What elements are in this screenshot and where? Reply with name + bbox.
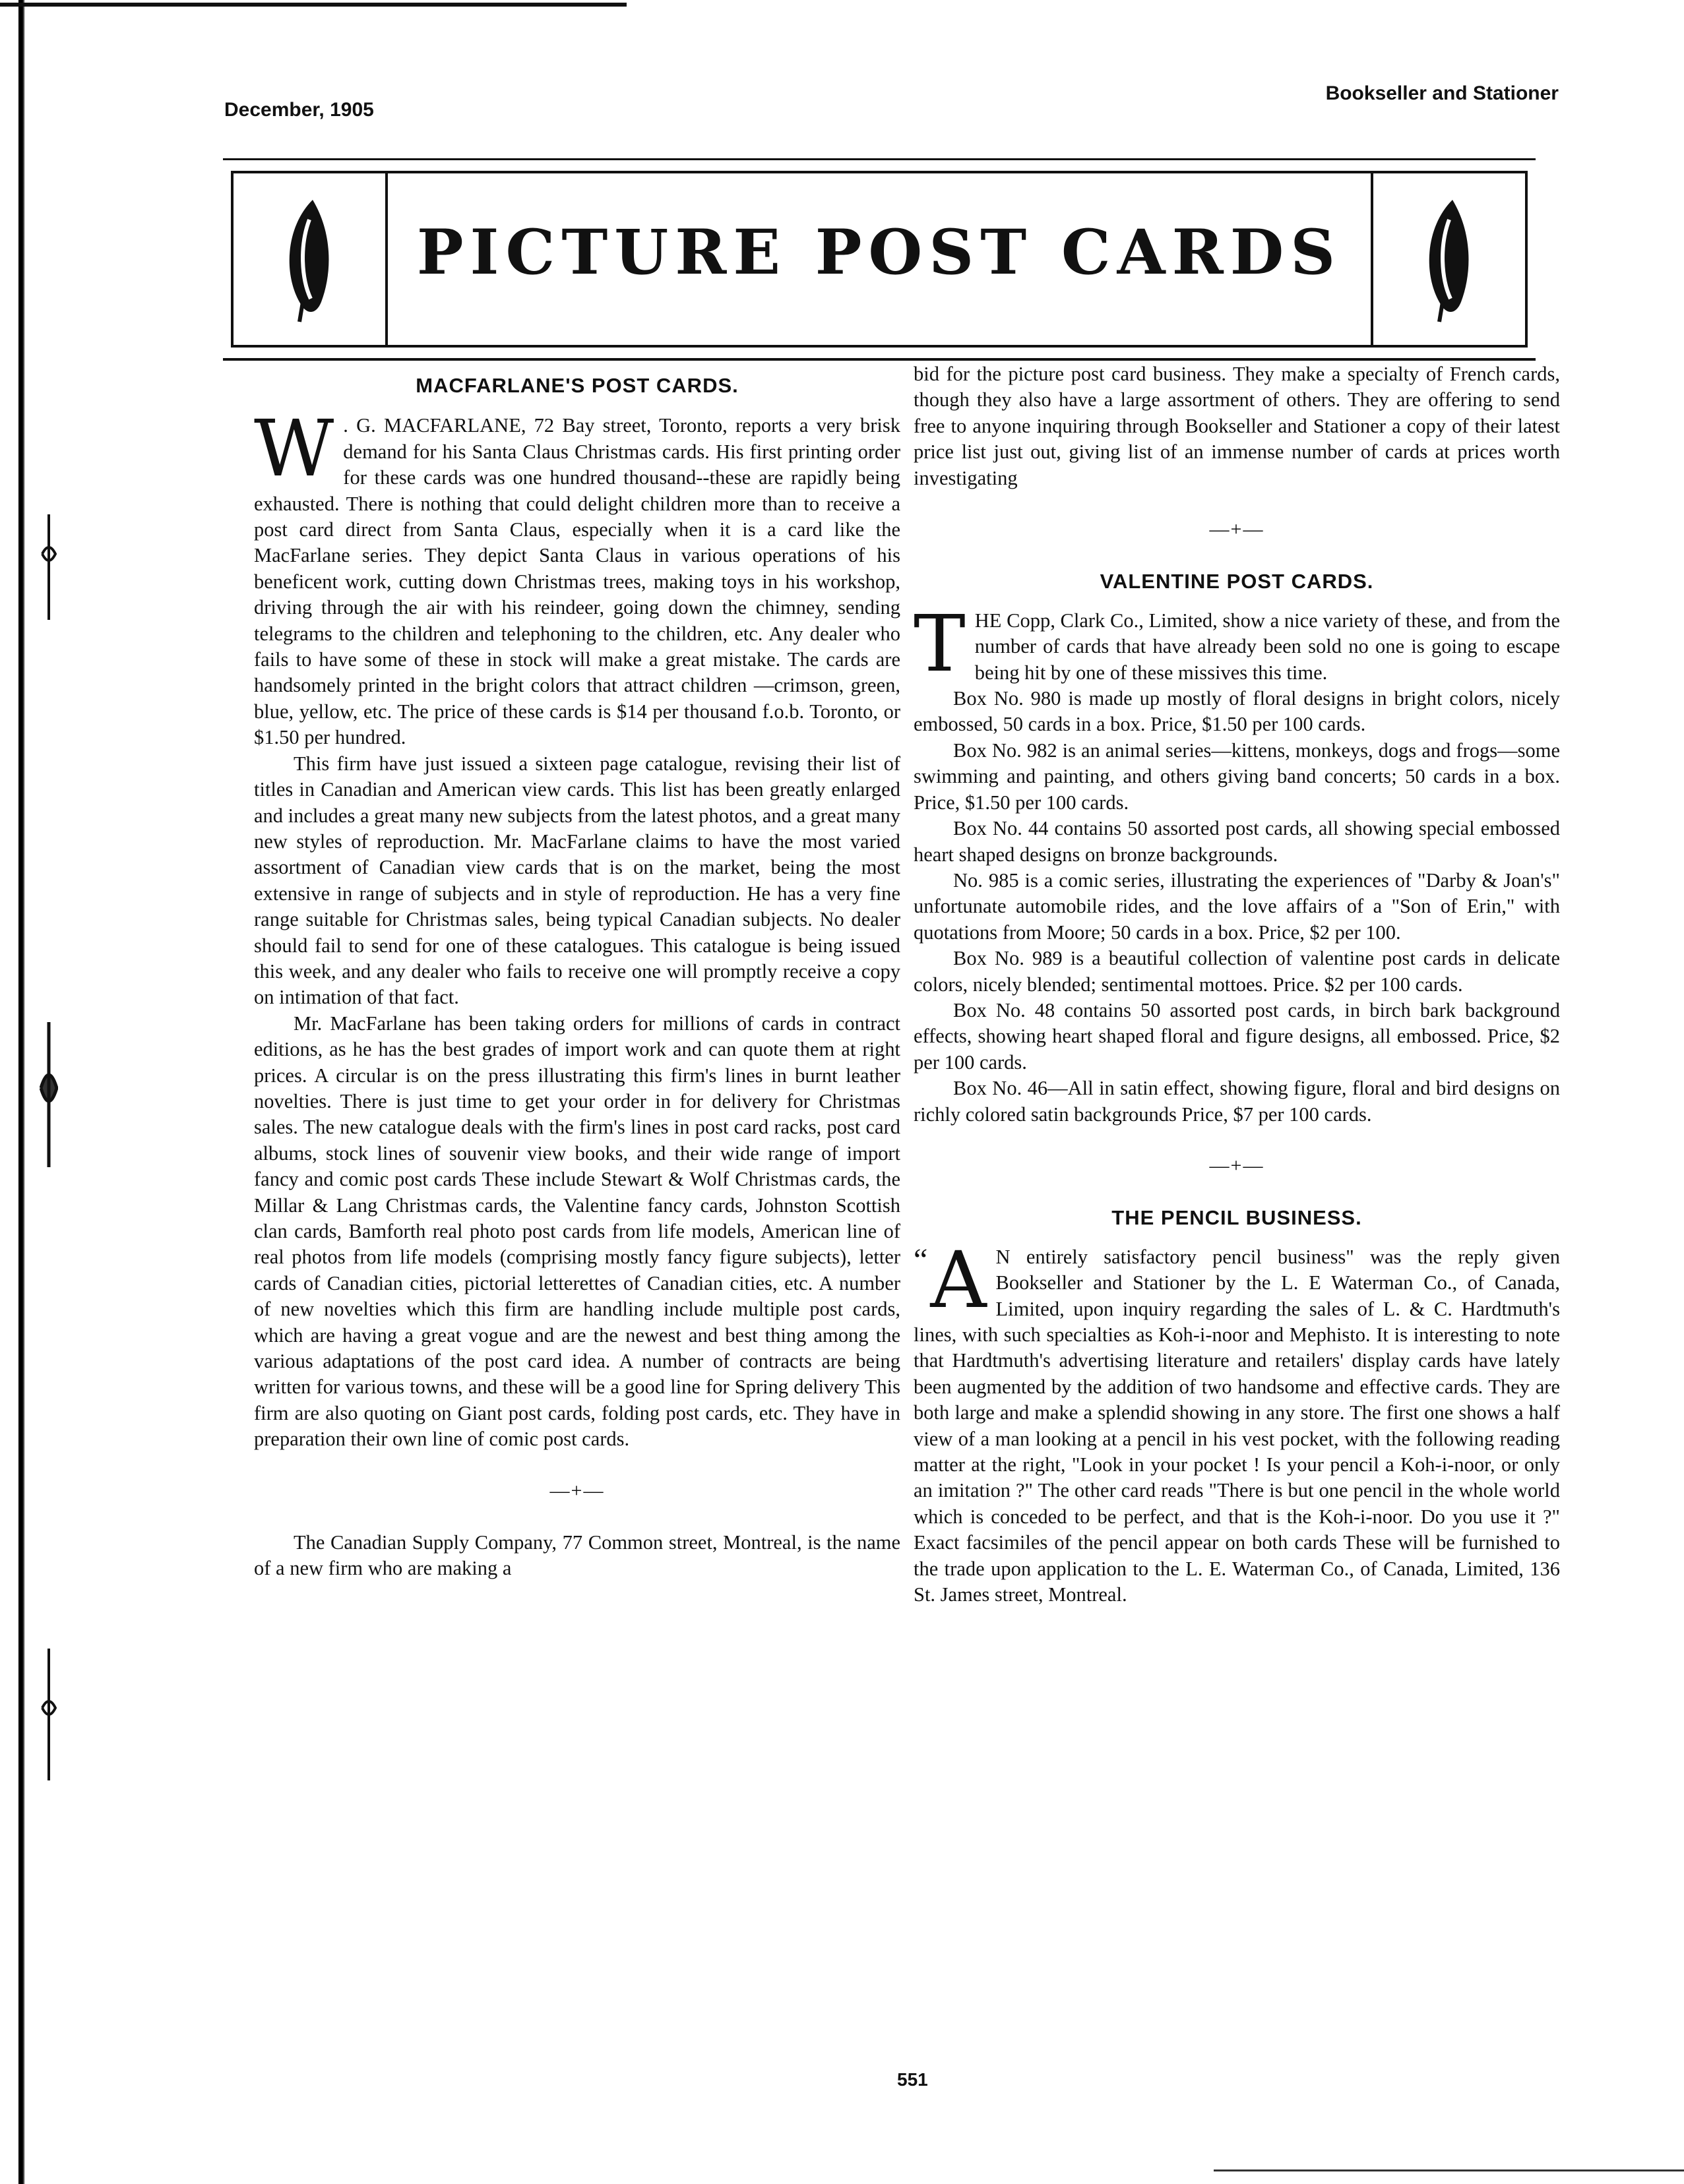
article-paragraph — [914, 1234, 1560, 1608]
article-paragraph: The Canadian Supply Company, 77 Common street, Montreal, is the name of a new firm who are making a — [254, 1531, 900, 1580]
paragraph-text: HE Copp, Clark Co., Limited, show a nice variety of these, and from the number of cards that have already been sold no one is going to escape being hit by one of these missives this time. — [974, 609, 1560, 684]
binding-clip-mark — [40, 514, 58, 620]
paragraph-text: N entirely satisfactory pencil business" was the reply given Bookseller and Stationer by the L. E Waterman Co., of Canada, Limited, upon inquiry regarding the sales of L. & C. Hardtmuth's lines, with such specialties as Koh-i-noor and Mephisto. It is interesting to note that Hardtmuth's advertising literature and retailers' display cards have lately been augmented by the addition of two handsome and effective cards. They are both large and make a splendid showing in any store. The first one shows a half view of a man looking at a pencil in his vest pocket, with the following reading matter at the right, "Look in your pocket ! Is your pencil a Koh-i-noor, or only an imitation ?" The other card reads "There is but one pencil in the whole world which is conceded to be perfect, and that is the Koh-i-noor. Do you use it ?" Exact facsimiles of the pencil appear on both cards These will be furnished to the trade upon application to the L. E. Waterman Co., of Canada, Limited, 136 St. James street, Montreal. — [914, 1245, 1560, 1606]
title-banner — [223, 158, 1536, 361]
article-paragraph: Box No. 46—All in satin effect, showing figure, floral and bird designs on richly colored satin backgrounds Price, $7 per 100 cards. — [914, 1077, 1560, 1126]
top-rule — [0, 3, 627, 7]
section-divider: —+— — [549, 1479, 605, 1502]
article-paragraph: Box No. 982 is an animal series—kittens, monkeys, dogs and frogs—some swimming and painting, and others giving band concerts; 50 cards in a box. Price, $1.50 per 100 cards. — [914, 739, 1560, 814]
drop-cap: T — [914, 597, 966, 689]
banner-ornament-left — [234, 173, 388, 345]
article-paragraph: Mr. MacFarlane has been taking orders for millions of cards in contract editions, as he has the best grades of import work and can quote them at right prices. A circular is on the press illustrating this firm's lines in burnt leather novelties. There is just time to get your order in for delivery for Christmas sales. The new catalogue deals with the firm's lines in post card racks, post card albums, stock lines of souvenir view books, and their wide range of import fancy and comic post cards These include Stewart & Wolf Christmas cards, the Millar & Lang Christmas cards, the Valentine fancy cards, Johnston Scottish clan cards, Bamforth real photo post cards from life models, American line of real photos from life models (comprising mostly fancy figure subjects), letter cards of Canadian cities, pictorial letterettes of Canadian cities, etc. A number of new novelties which this firm are handling include multiple post cards, which are having a great vogue and are the newest and best thing among the various adaptations of the post card idea. A number of contracts are being written for various towns, and these will be a good line for Spring delivery This firm are also quoting on Giant post cards, folding post cards, etc. They have in preparation their own line of comic post cards. — [254, 1012, 900, 1451]
article-paragraph: This firm have just issued a sixteen page catalogue, revising their list of titles in Canadian and American view cards. This list has been greatly enlarged and includes a great many new subjects from the latest photos, and a great many new styles of reproduction. Mr. MacFarlane claims to have the most varied assortment of Canadian view cards that is on the market, being the most extensive in range of subjects and in style of reproduction. He has a very fine range suitable for Christmas sales, being typical Canadian subjects. No dealer should fail to send for one of these catalogues. This catalogue is being issued this week, and any dealer who fails to receive one will promptly receive a copy on intimation of that fact. — [254, 752, 900, 1009]
bottom-rule — [1214, 2169, 1684, 2171]
banner-ornament-right — [1371, 173, 1525, 345]
article-paragraph: Box No. 980 is made up mostly of floral designs in bright colors, nicely embossed, 50 cards in a box. Price, $1.50 per 100 cards. — [914, 687, 1560, 736]
page-binding-edge — [18, 0, 25, 2184]
section-heading-valentine: VALENTINE POST CARDS. — [1100, 570, 1374, 593]
leaf-ornament-icon — [276, 193, 342, 325]
article-paragraph: bid for the picture post card business. They make a specialty of French cards, though they also have a large assortment of others. They are offering to send free to anyone inquiring through Bookseller and Stationer a copy of their latest price list just out, giving list of an immense number of cards at prices worth investigating — [914, 363, 1560, 489]
opening-quote: “ — [914, 1242, 928, 1277]
column-left — [254, 373, 900, 1582]
banner-frame — [231, 171, 1528, 348]
article-paragraph — [254, 403, 900, 750]
drop-cap: A — [930, 1234, 987, 1325]
page-number: 551 — [897, 2069, 928, 2090]
article-paragraph: Box No. 48 contains 50 assorted post cards, in birch bark background effects, showing heart shaped floral and figure designs, all embossed. Price, $2 per 100 cards. — [914, 998, 1560, 1074]
section-divider: —+— — [1209, 518, 1264, 541]
section-heading-macfarlane: MACFARLANE'S POST CARDS. — [416, 374, 739, 397]
paragraph-text: . G. MACFARLANE, 72 Bay street, Toronto, reports a very brisk demand for his Santa Claus Christmas cards. His first printing order for these cards was one hundred thousand--these are rapidly being exhausted. There is nothing that could delight children more than to receive a post card direct from Santa Claus, especially when it is a card like the MacFarlane series. They depict Santa Claus in various operations of his beneficent work, cutting down Christmas trees, making toys in his workshop, driving through the air with his reindeer, going down the chimney, sending telegrams to the children and telephoning to the children, etc. Any dealer who fails to have some of these in stock will make a great mistake. The cards are handsomely printed in the bright colors that attract children —crimson, green, blue, yellow, etc. The price of these cards is $14 per thousand f.o.b. Toronto, or $1.50 per hundred. — [254, 414, 900, 749]
leaf-ornament-icon — [1416, 193, 1482, 325]
article-paragraph — [914, 597, 1560, 689]
drop-cap: W — [254, 403, 334, 495]
section-heading-pencil: THE PENCIL BUSINESS. — [1111, 1206, 1362, 1230]
issue-date: December, 1905 — [224, 99, 374, 121]
publication-name: Bookseller and Stationer — [1325, 82, 1559, 104]
binding-clip-mark — [40, 1022, 58, 1167]
column-right — [914, 361, 1560, 1608]
article-paragraph: Box No. 44 contains 50 assorted post cards, all showing special embossed heart shaped designs on bronze backgrounds. — [914, 817, 1560, 866]
banner-title: PICTURE POST CARDS — [416, 216, 1342, 289]
section-divider: —+— — [1209, 1154, 1264, 1176]
article-paragraph: Box No. 989 is a beautiful collection of valentine post cards in delicate colors, nicely blended; sentimental mottoes. Price. $2 per 100 cards. — [914, 947, 1560, 996]
article-paragraph: No. 985 is a comic series, illustrating the experiences of "Darby & Joan's" unfortunate automobile rides, and the love affairs of a "Son of Erin," with quotations from Moore; 50 cards in a box. Price, $2 per 100. — [914, 868, 1560, 944]
binding-clip-mark — [40, 1649, 58, 1780]
